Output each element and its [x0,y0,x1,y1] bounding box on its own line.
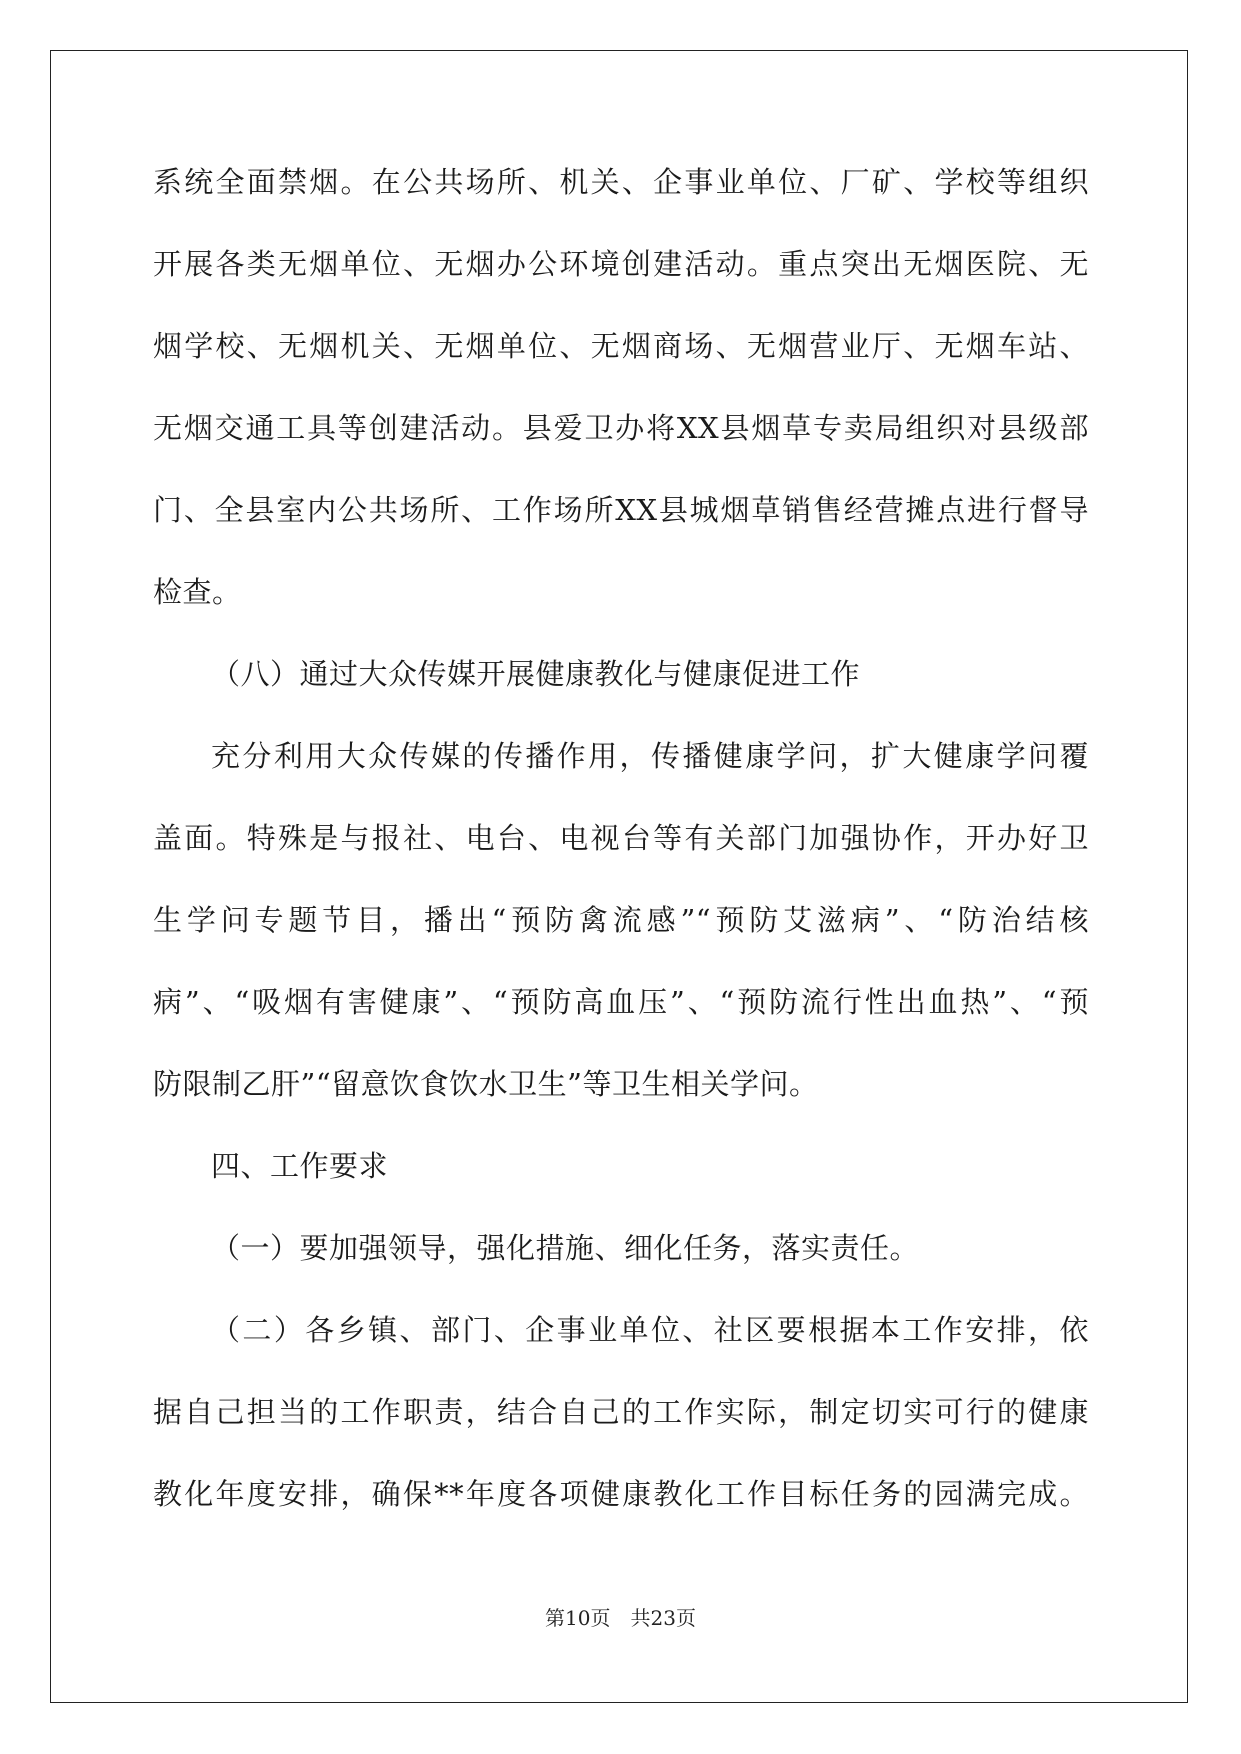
text-line: 烟学校、无烟机关、无烟单位、无烟商场、无烟营业厅、无烟车站、 [153,329,1089,363]
text-line: （二）各乡镇、部门、企事业单位、社区要根据本工作安排，依 [211,1313,1089,1347]
text-line: 盖面。特殊是与报社、电台、电视台等有关部门加强协作，开办好卫 [153,821,1089,855]
text-line: 生学问专题节目，播出“预防禽流感”“预防艾滋病”、“防治结核 [153,903,1089,937]
section-heading: （八）通过大众传媒开展健康教化与健康促进工作 [211,657,861,691]
page-number: 第10页 共23页 [545,1606,696,1630]
text-line: 检查。 [153,575,242,609]
document-body [153,160,1089,1554]
text-line: 充分利用大众传媒的传播作用，传播健康学问，扩大健康学问覆 [211,739,1089,773]
text-line: 据自己担当的工作职责，结合自己的工作实际，制定切实可行的健康 [153,1395,1089,1429]
text-line: 病”、“吸烟有害健康”、“预防高血压”、“预防流行性出血热”、“预 [153,985,1089,1019]
text-line: 无烟交通工具等创建活动。县爱卫办将XX县烟草专卖局组织对县级部 [153,411,1089,445]
text-line: 教化年度安排，确保**年度各项健康教化工作目标任务的园满完成。 [153,1477,1089,1511]
text-line: （一）要加强领导，强化措施、细化任务，落实责任。 [211,1231,920,1265]
section-heading: 四、工作要求 [211,1149,389,1183]
text-line: 防限制乙肝”“留意饮食饮水卫生”等卫生相关学问。 [153,1067,819,1101]
text-line: 门、全县室内公共场所、工作场所XX县城烟草销售经营摊点进行督导 [153,493,1089,527]
text-line: 开展各类无烟单位、无烟办公环境创建活动。重点突出无烟医院、无 [153,247,1089,281]
text-line: 系统全面禁烟。在公共场所、机关、企事业单位、厂矿、学校等组织 [153,165,1089,199]
